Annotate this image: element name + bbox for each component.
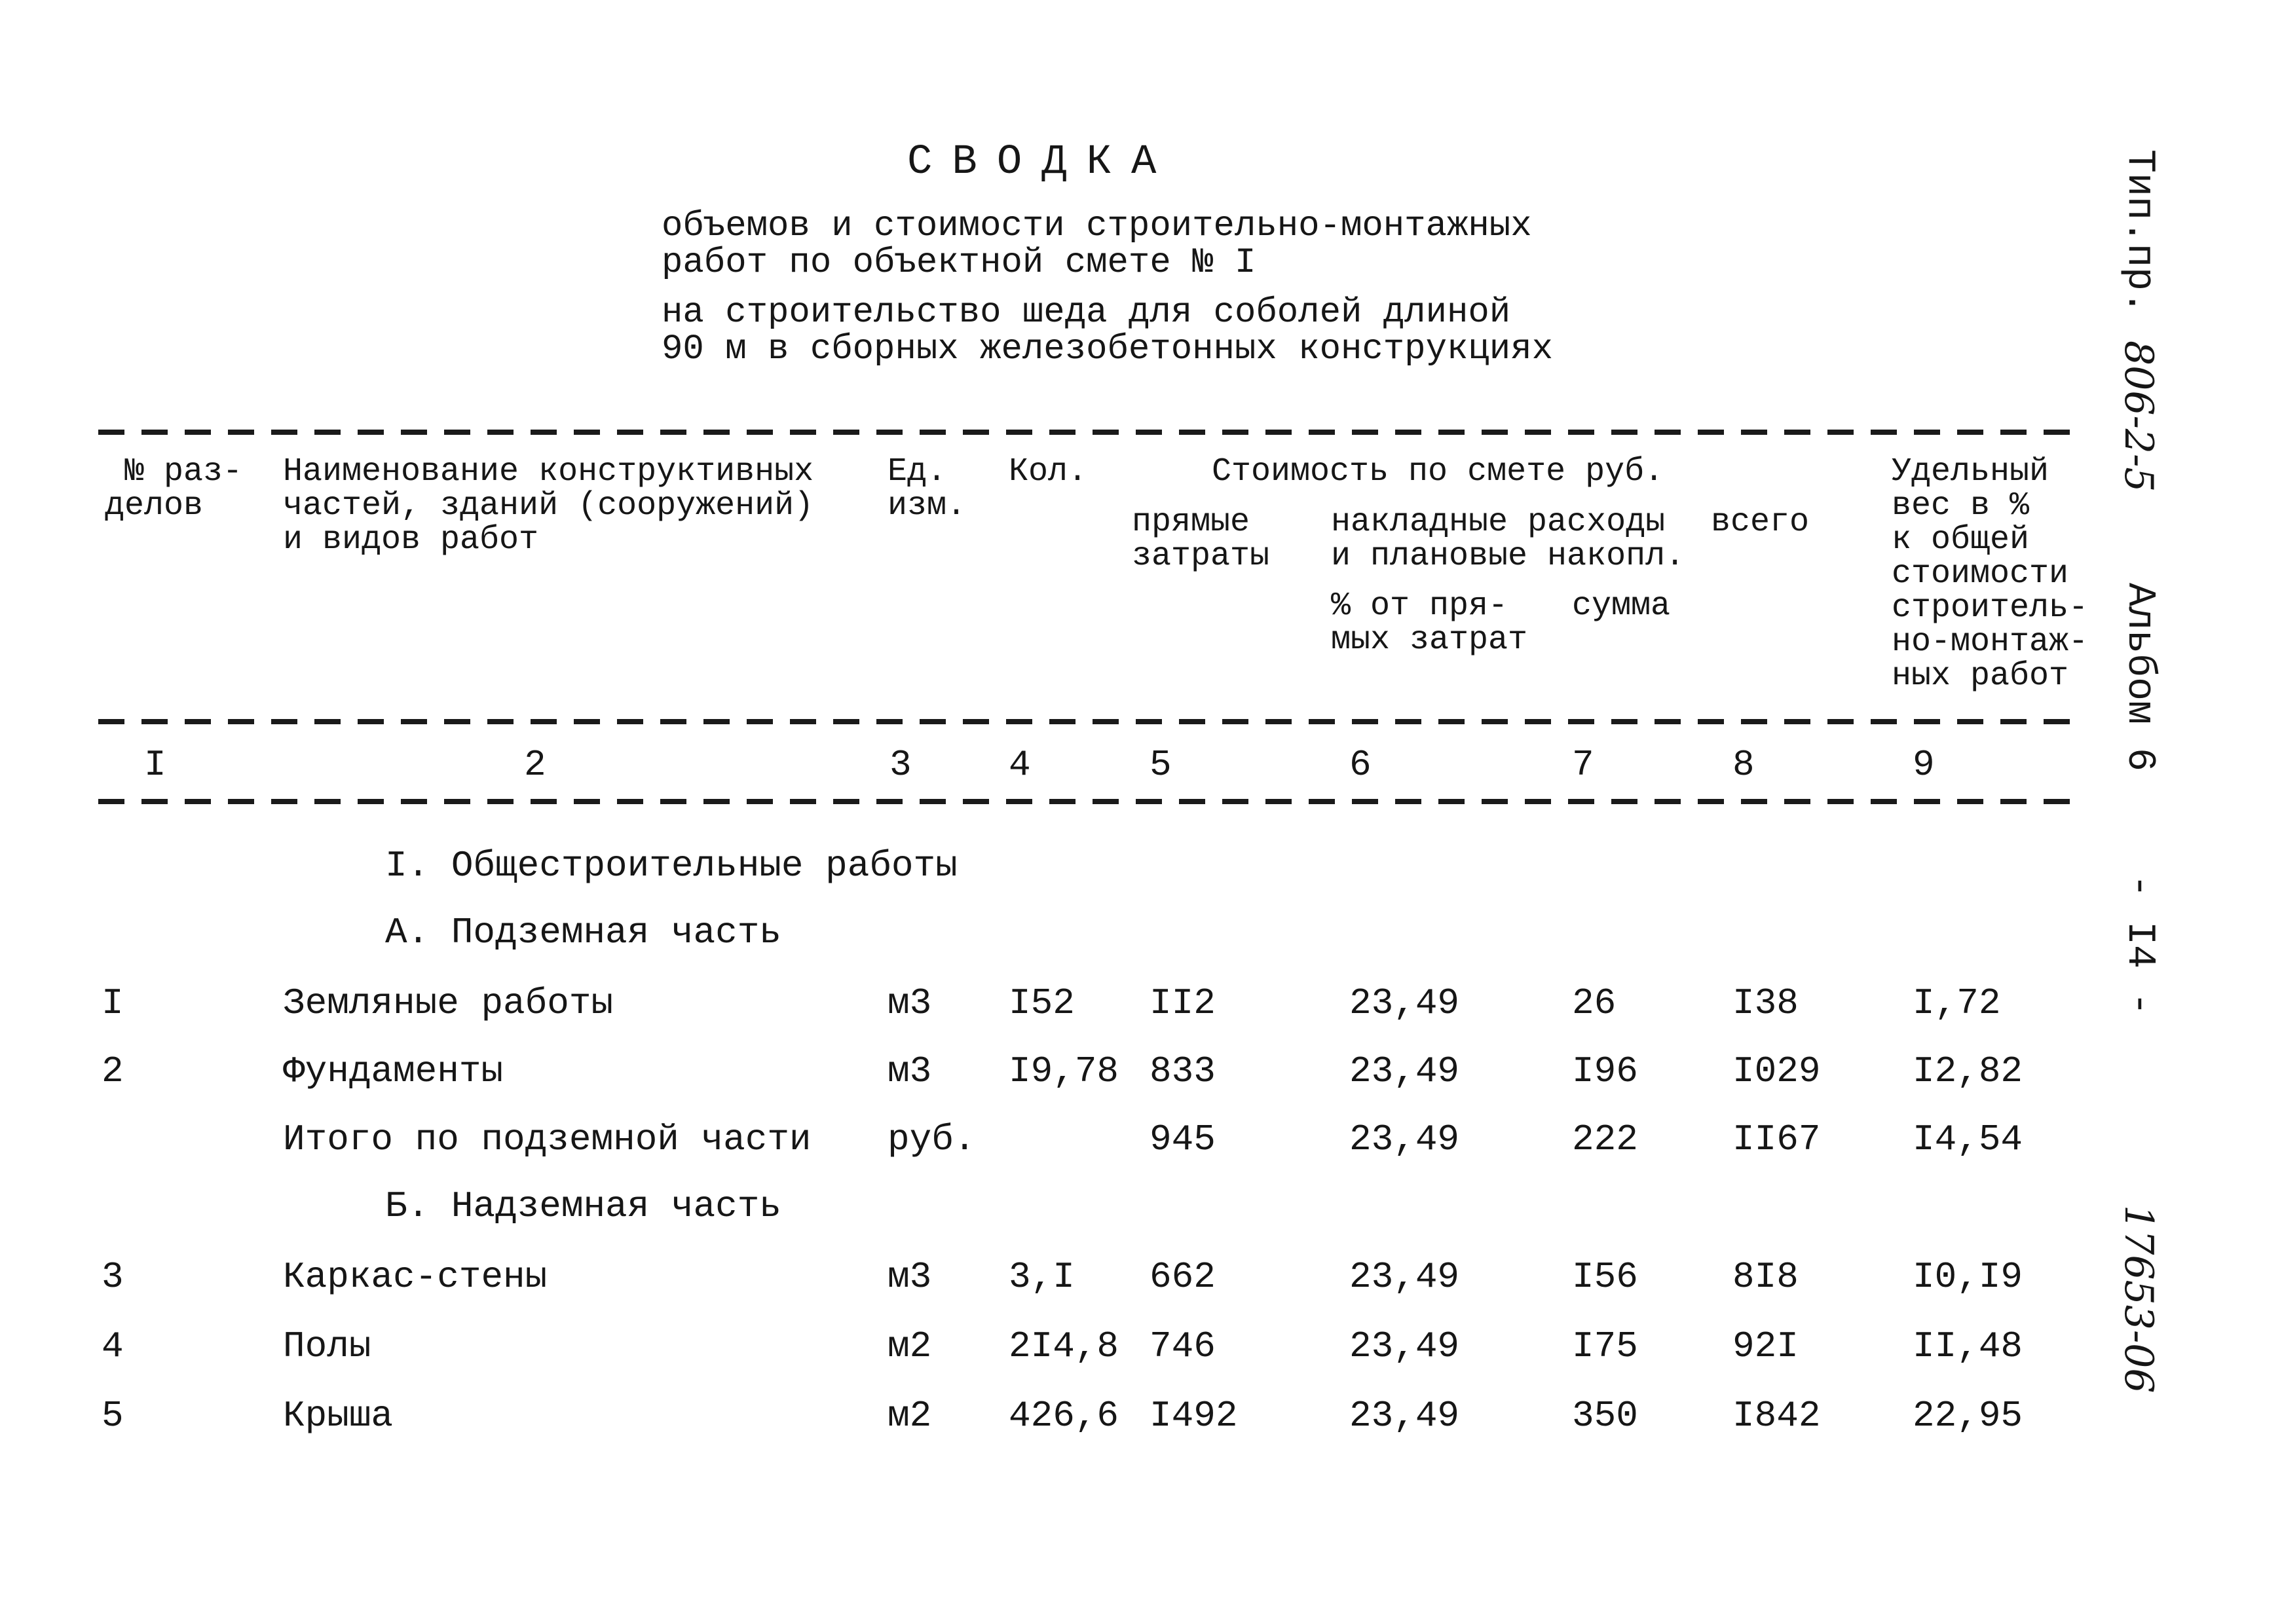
- margin-project: Тип.пр.: [2117, 149, 2161, 315]
- subtotal-underground-total: II67: [1732, 1118, 1821, 1160]
- row-5-no: 5: [102, 1395, 124, 1437]
- column-number-7: 7: [1572, 744, 1594, 786]
- row-4-share: II,48: [1913, 1325, 2023, 1367]
- subtotal-underground-pct: 23,49: [1349, 1118, 1460, 1160]
- header-total: всего: [1711, 504, 1810, 541]
- column-number-2: 2: [524, 744, 546, 786]
- column-number-6: 6: [1349, 744, 1372, 786]
- margin-project-code: 806-2-5: [2116, 341, 2161, 492]
- row-4-no: 4: [102, 1325, 124, 1367]
- row-2-no: 2: [102, 1050, 124, 1092]
- row-5-total: I842: [1732, 1395, 1821, 1437]
- row-3-pct: 23,49: [1349, 1256, 1460, 1298]
- header-overhead-percent: % от пря- мых затрат: [1331, 587, 1528, 659]
- row-5-name: Крыша: [283, 1395, 394, 1437]
- row-1-no: I: [102, 982, 124, 1024]
- row-3-total: 8I8: [1732, 1256, 1799, 1298]
- column-number-5: 5: [1150, 744, 1172, 786]
- subtotal-underground-name: Итого по подземной части: [283, 1118, 812, 1160]
- row-1-qty: I52: [1009, 982, 1075, 1024]
- column-number-9: 9: [1913, 744, 1935, 786]
- margin-page-number: - I4 -: [2117, 874, 2161, 1016]
- margin-inventory-number: 17653-06: [2116, 1205, 2161, 1393]
- header-bottom-rule: [98, 719, 2083, 724]
- row-1-sum: 26: [1572, 982, 1617, 1024]
- row-3-direct: 662: [1150, 1256, 1216, 1298]
- header-name: Наименование конструктивных частей, зданий (сооружений) и видов работ: [283, 453, 814, 559]
- row-4-unit: м2: [888, 1325, 932, 1367]
- document-title: СВОДКА: [907, 139, 1176, 186]
- row-3-no: 3: [102, 1256, 124, 1298]
- column-number-8: 8: [1732, 744, 1755, 786]
- object-line-1: на строительство шеда для соболей длиной: [662, 293, 1511, 333]
- row-1-unit: м3: [888, 982, 932, 1024]
- row-5-sum: 350: [1572, 1395, 1638, 1437]
- row-1-total: I38: [1732, 982, 1799, 1024]
- column-number-3: 3: [889, 744, 912, 786]
- row-5-pct: 23,49: [1349, 1395, 1460, 1437]
- row-2-sum: I96: [1572, 1050, 1638, 1092]
- subtitle-line-1: объемов и стоимости строительно-монтажных: [662, 206, 1532, 246]
- subtotal-underground-share: I4,54: [1913, 1118, 2023, 1160]
- column-numbers-rule: [98, 799, 2083, 804]
- row-2-pct: 23,49: [1349, 1050, 1460, 1092]
- row-2-direct: 833: [1150, 1050, 1216, 1092]
- row-1-share: I,72: [1913, 982, 2001, 1024]
- section-heading-underground: А. Подземная часть: [385, 912, 781, 953]
- row-1-pct: 23,49: [1349, 982, 1460, 1024]
- margin-album: Альбом 6: [2117, 583, 2161, 772]
- header-section-no: № раз- делов: [105, 453, 243, 525]
- row-3-share: I0,I9: [1913, 1256, 2023, 1298]
- subtitle-line-2: работ по объектной смете № I: [662, 243, 1256, 283]
- row-3-name: Каркас-стены: [283, 1256, 548, 1298]
- row-3-unit: м3: [888, 1256, 932, 1298]
- row-4-pct: 23,49: [1349, 1325, 1460, 1367]
- row-5-direct: I492: [1150, 1395, 1238, 1437]
- subtotal-underground-unit: руб.: [888, 1118, 976, 1160]
- row-5-unit: м2: [888, 1395, 932, 1437]
- header-quantity: Кол.: [1009, 453, 1088, 490]
- row-4-name: Полы: [283, 1325, 371, 1367]
- row-2-name: Фундаменты: [283, 1050, 504, 1092]
- header-overhead-group: накладные расходы и плановые накопл.: [1331, 504, 1685, 575]
- subtotal-underground-direct: 945: [1150, 1118, 1216, 1160]
- row-2-unit: м3: [888, 1050, 932, 1092]
- row-4-direct: 746: [1150, 1325, 1216, 1367]
- header-share: Удельный вес в % к общей стоимости строитель- но-монтаж- ных работ: [1892, 453, 2089, 695]
- section-heading-general: I. Общестроительные работы: [385, 845, 958, 887]
- object-line-2: 90 м в сборных железобетонных конструкциях: [662, 329, 1554, 369]
- row-4-qty: 2I4,8: [1009, 1325, 1119, 1367]
- row-5-share: 22,95: [1913, 1395, 2023, 1437]
- header-unit: Ед. изм.: [888, 453, 967, 525]
- row-3-sum: I56: [1572, 1256, 1638, 1298]
- subtotal-underground-sum: 222: [1572, 1118, 1638, 1160]
- header-cost-group: Стоимость по смете руб.: [1212, 453, 1664, 490]
- table-top-rule: [98, 430, 2083, 435]
- row-2-qty: I9,78: [1009, 1050, 1119, 1092]
- header-direct-costs: прямые затраты: [1132, 504, 1270, 575]
- column-number-1: I: [144, 744, 166, 786]
- row-1-direct: II2: [1150, 982, 1216, 1024]
- row-2-total: I029: [1732, 1050, 1821, 1092]
- row-4-total: 92I: [1732, 1325, 1799, 1367]
- row-1-name: Земляные работы: [283, 982, 614, 1024]
- row-5-qty: 426,6: [1009, 1395, 1119, 1437]
- row-3-qty: 3,I: [1009, 1256, 1075, 1298]
- header-overhead-sum: сумма: [1572, 587, 1671, 625]
- column-number-4: 4: [1009, 744, 1031, 786]
- section-heading-aboveground: Б. Надземная часть: [385, 1185, 781, 1227]
- row-2-share: I2,82: [1913, 1050, 2023, 1092]
- row-4-sum: I75: [1572, 1325, 1638, 1367]
